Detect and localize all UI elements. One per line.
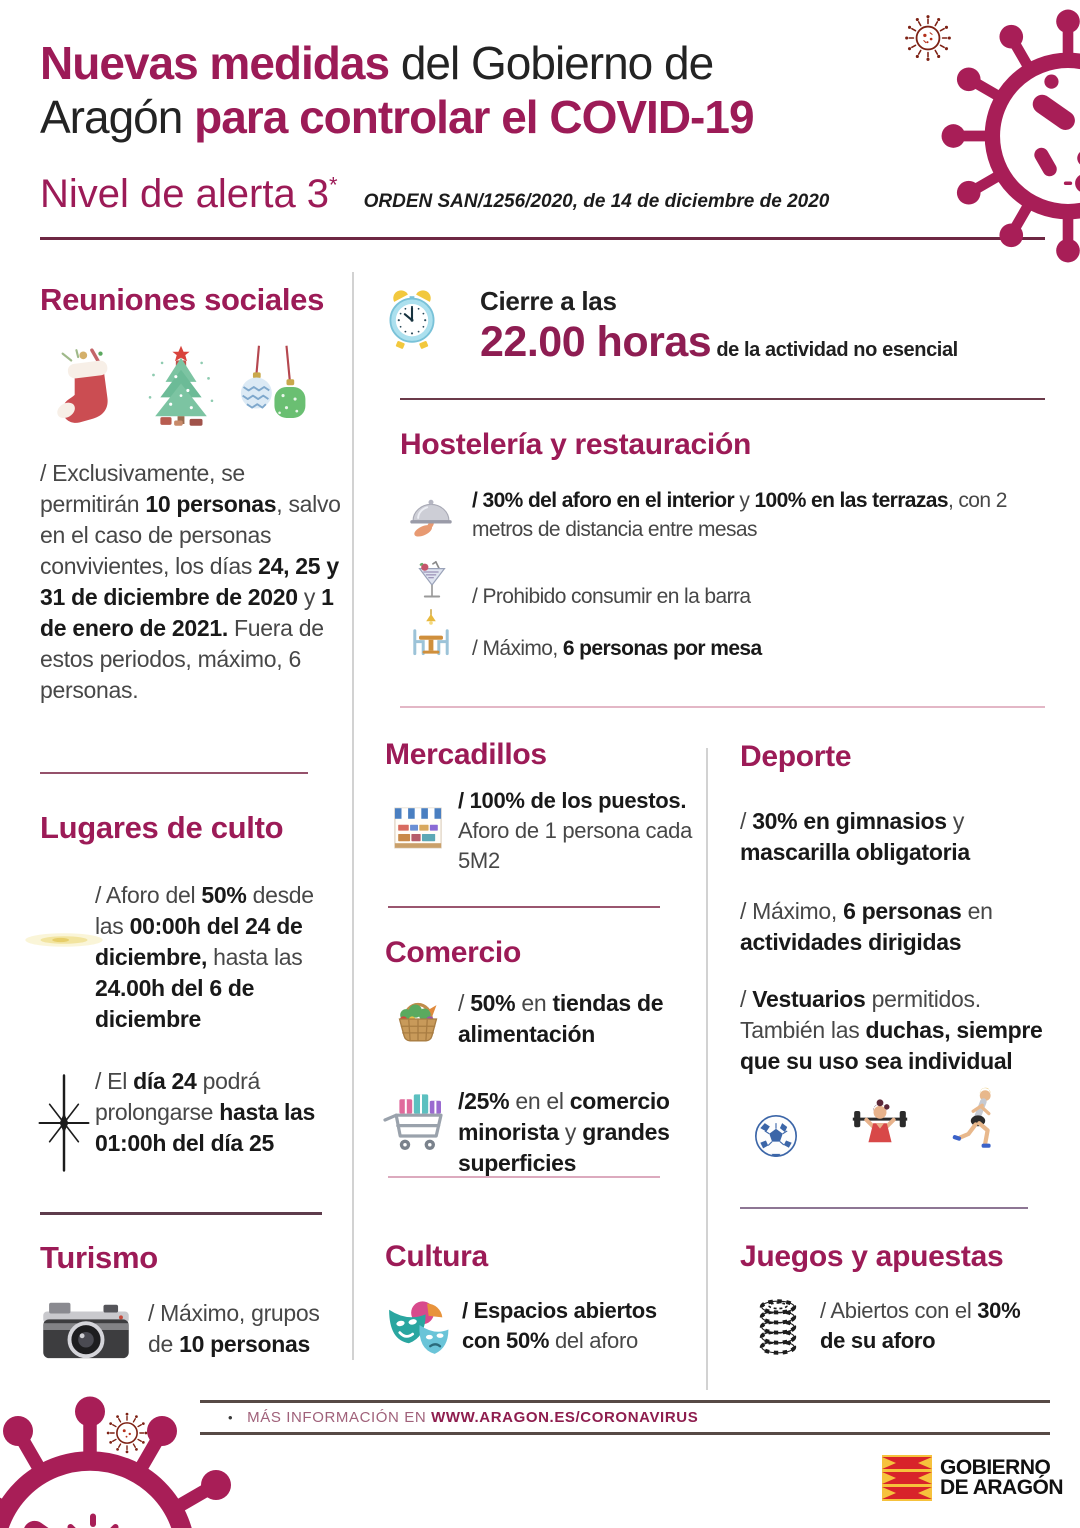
aragon-flag-icon (882, 1454, 932, 1502)
culto-item-2: / El día 24 podrá prolongarse hasta las 01:00h del día 25 (95, 1068, 316, 1156)
section-title-reuniones: Reuniones sociales (40, 282, 325, 317)
section-title-hosteleria: Hostelería y restauración (400, 428, 751, 461)
hosteleria-item-2: / Prohibido consumir en la barra (472, 585, 751, 608)
juegos-item-1: / Abiertos con el 30% de su aforo (820, 1298, 1021, 1353)
page-title-line1: Nuevas medidas del Gobierno de (40, 37, 714, 89)
ornaments-icon (228, 334, 314, 440)
christmas-tree-icon (138, 332, 224, 442)
market-stall-icon (385, 795, 451, 865)
page-title (40, 36, 754, 144)
comercio-item-2: /25% en el comercio minorista y grandes superficies (458, 1088, 670, 1176)
section-title-cultura: Cultura (385, 1240, 488, 1273)
alert-row (40, 172, 829, 217)
alarm-clock-icon (382, 278, 442, 360)
weightlifting-icon (846, 1096, 914, 1164)
section-title-mercadillos: Mercadillos (385, 738, 547, 771)
hosteleria-item-1: / 30% del aforo en el interior y 100% en las terrazas, con 2 metros de distancia entre mesas (472, 489, 1007, 541)
soccer-ball-icon (748, 1108, 804, 1164)
section-title-deporte: Deporte (740, 740, 852, 773)
theater-masks-icon (378, 1290, 458, 1366)
cloche-icon (402, 486, 460, 542)
poker-chips-icon (750, 1292, 806, 1362)
glow-icon (22, 918, 106, 962)
logo-line2: DE ARAGÓN (940, 1476, 1064, 1499)
banner-detail: de la actividad no esencial (711, 339, 958, 361)
section-title-juegos: Juegos y apuestas (740, 1240, 1004, 1273)
footer-bullet: • (228, 1410, 234, 1425)
hosteleria-divider (400, 706, 1045, 708)
alert-level: Nivel de alerta 3* (40, 172, 338, 216)
virus-outline-icon-bottom (104, 1410, 150, 1456)
deporte-divider (740, 1207, 1028, 1209)
reuniones-body: / Exclusivamente, se permitirán 10 personas, salvo en el caso de personas convivientes, los días 24, 25 y 31 de diciembre de 2020 y 1 de enero de 2021. Fuera de estos periodos, máximo, 6 personas. (40, 460, 341, 703)
footer-info-label: MÁS INFORMACIÓN EN (247, 1409, 432, 1426)
shopping-cart-icon (376, 1088, 458, 1168)
mercadillos-divider (388, 906, 660, 908)
section-title-comercio: Comercio (385, 936, 521, 969)
culto-item-1: / Aforo del 50% desde las 00:00h del 24 de diciembre, hasta las 24.00h del 6 de diciembre (95, 882, 314, 1032)
deporte-item-1: / 30% en gimnasios y mascarilla obligatoria (740, 808, 970, 865)
deporte-item-2: / Máximo, 6 personas en actividades dirigidas (740, 898, 993, 955)
camera-icon (36, 1296, 136, 1364)
section-title-culto: Lugares de culto (40, 810, 284, 845)
banner-intro: Cierre a las (480, 286, 617, 316)
footer-divider-top (200, 1400, 1050, 1403)
hosteleria-item-3: / Máximo, 6 personas por mesa (472, 637, 762, 660)
banner-time: 22.00 horas (480, 318, 712, 366)
deporte-item-3: / Vestuarios permitidos. También las duchas, siempre que su uso sea individual (740, 986, 1043, 1074)
cultura-item-1: / Espacios abiertos con 50% del aforo (462, 1298, 657, 1353)
christmas-stocking-icon (42, 336, 128, 440)
order-reference: ORDEN SAN/1256/2020, de 14 de diciembre de 2020 (363, 191, 830, 212)
alert-asterisk: * (329, 172, 338, 198)
header-divider (40, 237, 1045, 240)
table-chairs-icon (398, 608, 464, 668)
gobierno-aragon-logo (882, 1454, 1063, 1502)
comercio-divider (388, 1176, 660, 1178)
footer-divider-bottom (200, 1432, 1050, 1435)
virus-filled-icon (938, 6, 1080, 266)
mercadillos-item-1: / 100% de los puestos. Aforo de 1 persona cada 5M2 (458, 788, 693, 873)
page-title-line2: Aragón para controlar el COVID-19 (40, 91, 754, 143)
banner-divider (400, 398, 1045, 400)
grocery-basket-icon (383, 986, 453, 1052)
footer-info (228, 1409, 698, 1426)
left-column-divider (352, 272, 354, 1360)
left-divider-1 (40, 772, 308, 774)
bethlehem-star-icon (28, 1068, 100, 1178)
logo-line1: GOBIERNO (940, 1456, 1051, 1479)
running-icon (948, 1086, 1008, 1164)
turismo-item-1: / Máximo, grupos de 10 personas (148, 1300, 320, 1357)
section-title-turismo: Turismo (40, 1240, 158, 1275)
left-divider-2 (40, 1212, 322, 1215)
gobierno-aragon-logo-text (940, 1458, 1063, 1498)
footer-info-url: WWW.ARAGON.ES/CORONAVIRUS (431, 1409, 699, 1426)
comercio-item-1: / 50% en tiendas de alimentación (458, 990, 664, 1047)
mid-column-divider (706, 748, 708, 1390)
banner-time-row (480, 318, 958, 367)
